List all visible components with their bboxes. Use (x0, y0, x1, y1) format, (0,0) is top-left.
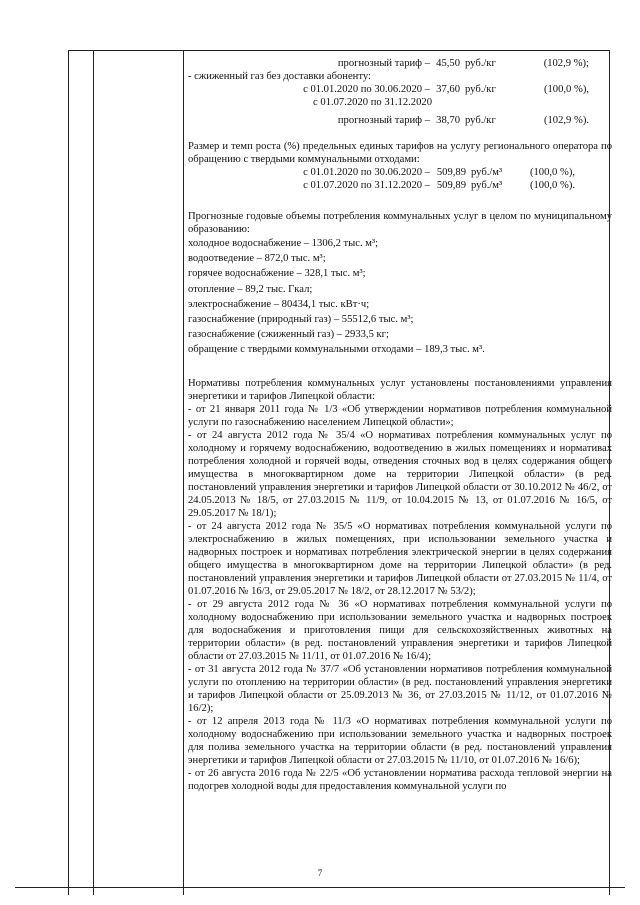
page-bottom-rule (15, 887, 625, 888)
tariff-unit: руб./м³ (471, 180, 503, 191)
norm-item: - от 21 января 2011 года № 1/3 «Об утверждении нормативов потребления коммунальной услуги по газоснабжению населением Липецкой области»; (188, 403, 612, 428)
waste-tariff-intro: Размер и темп роста (%) предельных единых тарифов на услугу регионального оператора по обращению с твердыми коммунальными отходами: (188, 141, 612, 165)
tariff-unit: руб./м³ (471, 167, 503, 178)
norm-item: - от 29 августа 2012 года № 36 «О нормативах потребления коммунальной услуги по холодному водоснабжению при использовании земельного участка и надворных построек для водоснабжения и приготовления пищи для сельскохозяйственных животных на территории области» (в ред. постановлений управления энергетики и тарифов Липецкой области от 27.03.2015 № 11/11, от 01.07.2016 № 16/4); (188, 598, 612, 662)
tariff-row (188, 114, 612, 127)
tariff-row (188, 96, 612, 109)
tariff-percent: (102,9 %). (543, 115, 589, 126)
tariff-row (188, 57, 612, 70)
volume-item: газоснабжение (природный газ) – 55512,6 тыс. м³; (188, 314, 414, 326)
volume-item: отопление – 89,2 тыс. Гкал; (188, 283, 313, 295)
volume-item: электроснабжение – 80434,1 тыс. кВт·ч; (188, 298, 370, 310)
norm-item: - от 24 августа 2012 года № 35/4 «О нормативах потребления коммунальных услуг по холодному и горячему водоснабжению, водоотведению в жилых помещениях и нормативах потребления холодной и горячей воды, отведения сточных вод в целях содержания общего имущества в многоквартирном доме на территории Липецкой области» (в ред. постановлений управления энергетики и тарифов Липецкой области от 30.10.2012 № 46/2, от 24.05.2013 № 18/5, от 27.03.2015 № 11/9, от 10.04.2015 № 13, от 01.07.2016 № 16/5, от 29.05.2017 № 18/1); (188, 429, 612, 519)
tariff-percent: (100,0 %), (543, 84, 589, 95)
tariff-unit: руб./кг (465, 84, 496, 95)
norm-item: - от 24 августа 2012 года № 35/5 «О нормативах потребления коммунальной услуги по электроснабжению в жилых помещениях, при использовании земельного участка и надворных построек и нормативах потребления электрической энергии в целях содержания общего имущества в многоквартирном доме на территории Липецкой области» (в ред. постановлений управления энергетики и тарифов Липецкой области от 27.03.2015 № 11/4, от 01.07.2016 № 16/3, от 29.05.2017 № 18/2, от 28.12.2017 № 53/2); (188, 520, 612, 597)
tariff-value: 38,70 (436, 115, 460, 126)
norm-item: - от 26 августа 2016 года № 22/5 «Об установлении норматива расхода тепловой энергии на подогрев холодной воды для предоставления коммунальной услуги по (188, 767, 612, 792)
tariff-value: 37,60 (436, 84, 460, 95)
tariff-value: 509,89 (436, 180, 466, 191)
tariff-percent: (100,0 %), (529, 167, 575, 178)
table-left-border (68, 50, 69, 895)
volume-item: водоотведение – 872,0 тыс. м³; (188, 253, 326, 265)
tariff-row (188, 179, 612, 192)
tariff-percent: (102,9 %); (543, 58, 589, 69)
tariff-label: с 01.07.2020 по 31.12.2020 (313, 97, 432, 108)
volume-item: горячее водоснабжение – 328,1 тыс. м³; (188, 268, 366, 280)
volume-item: газоснабжение (сжиженный газ) – 2933,5 кг; (188, 329, 389, 341)
table-cell-content (188, 57, 612, 793)
volume-item: холодное водоснабжение – 1306,2 тыс. м³; (188, 238, 379, 249)
norm-item: - от 31 августа 2012 года № 37/7 «Об установлении нормативов потребления коммунальной услуги по отоплению на территории области» (в ред. постановлений управления энергетики и тарифов Липецкой области от 25.09.2013 № 36, от 27.03.2015 № 11/12, от 01.07.2016 № 16/2); (188, 663, 612, 714)
lpg-heading: - сжиженный газ без доставки абоненту: (188, 71, 371, 82)
tariff-unit: руб./кг (465, 115, 496, 126)
volumes-intro: Прогнозные годовые объемы потребления коммунальных услуг в целом по муниципальному образованию: (188, 211, 612, 235)
tariff-percent: (100,0 %). (529, 180, 575, 191)
tariff-row (188, 83, 612, 96)
tariff-label: с 01.07.2020 по 31.12.2020 – (303, 180, 430, 191)
norm-item: - от 12 апреля 2013 года № 11/3 «О нормативах потребления коммунальной услуги по холодному водоснабжению при использовании земельного участка и надворных построек для полива земельного участка на территории области (в ред. постановлений управления энергетики и тарифов Липецкой области от 27.03.2015 № 11/10, от 01.07.2016 № 16/6); (188, 715, 612, 766)
tariff-value: 509,89 (436, 167, 466, 178)
norms-intro: Нормативы потребления коммунальных услуг установлены постановлениями управления энергетики и тарифов Липецкой области: (188, 377, 612, 402)
tariff-label: прогнозный тариф – (337, 115, 430, 126)
table-column-divider-2 (183, 50, 184, 895)
volume-item: обращение с твердыми коммунальными отходами – 189,3 тыс. м³. (188, 344, 485, 356)
tariff-value: 45,50 (436, 58, 460, 69)
tariff-label: прогнозный тариф – (337, 58, 430, 69)
table-column-divider-1 (93, 50, 94, 895)
table-top-border (68, 50, 610, 51)
tariff-row (188, 166, 612, 179)
tariff-unit: руб./кг (465, 58, 496, 69)
tariff-label: с 01.01.2020 по 30.06.2020 – (303, 84, 430, 95)
tariff-label: с 01.01.2020 по 30.06.2020 – (303, 167, 430, 178)
page-number: 7 (317, 868, 323, 878)
